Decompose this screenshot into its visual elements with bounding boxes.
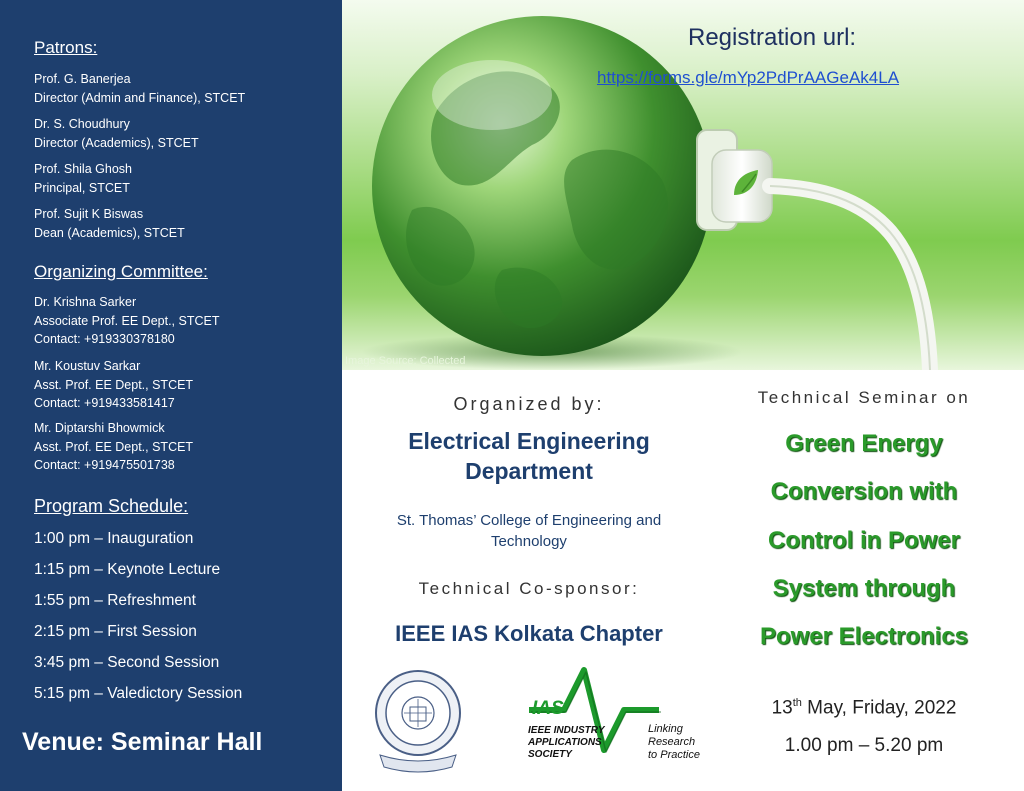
ias-acronym: IAS xyxy=(532,698,564,719)
member-contact: Contact: +919330378180 xyxy=(34,332,175,346)
department-name xyxy=(354,426,704,486)
patron-name: Prof. G. Banerjea xyxy=(34,72,131,86)
image-source-caption: Image Source: Collected xyxy=(345,355,466,367)
patron-role: Dean (Academics), STCET xyxy=(34,225,185,240)
member-name: Dr. Krishna Sarker xyxy=(34,295,137,309)
stcet-college-seal-icon xyxy=(372,667,464,775)
seminar-title-line: Green Energy xyxy=(785,430,943,457)
schedule-item: 5:15 pm – Valedictory Session xyxy=(34,685,243,702)
ias-tagline: Research xyxy=(648,736,696,748)
patron-3 xyxy=(34,160,132,197)
registration-title: Registration url: xyxy=(688,24,857,51)
date-day: 13 xyxy=(771,697,793,719)
member-role: Asst. Prof. EE Dept., STCET xyxy=(34,439,194,454)
earth-plug-illustration xyxy=(342,0,1024,370)
schedule-item: 1:55 pm – Refreshment xyxy=(34,592,196,609)
patron-name: Dr. S. Choudhury xyxy=(34,117,130,131)
committee-member-2 xyxy=(34,357,193,413)
patron-role: Principal, STCET xyxy=(34,180,130,195)
venue-text: Venue: Seminar Hall xyxy=(22,728,263,756)
hero-image-green-earth-plug xyxy=(342,0,1024,370)
patron-name: Prof. Sujit K Biswas xyxy=(34,207,144,221)
patron-1 xyxy=(34,70,245,107)
patron-role: Director (Admin and Finance), STCET xyxy=(34,90,246,105)
committee-member-1 xyxy=(34,293,219,349)
college-line: St. Thomas’ College of Engineering and xyxy=(396,512,662,529)
schedule-item: 2:15 pm – First Session xyxy=(34,623,197,640)
ias-society-line: APPLICATIONS xyxy=(528,737,602,748)
college-name xyxy=(354,510,704,552)
seminar-time: 1.00 pm – 5.20 pm xyxy=(784,735,944,756)
registration-link[interactable]: https://forms.gle/mYp2PdPrAAGeAk4LA xyxy=(597,68,900,87)
member-name: Mr. Koustuv Sarkar xyxy=(34,359,141,373)
member-contact: Contact: +919433581417 xyxy=(34,396,175,410)
seminar-title-line: Power Electronics xyxy=(759,623,969,650)
schedule-item: 3:45 pm – Second Session xyxy=(34,654,220,671)
seminar-date xyxy=(714,697,1014,719)
seminar-title-line: Conversion with xyxy=(770,478,958,505)
committee-heading: Organizing Committee: xyxy=(34,262,208,281)
member-role: Associate Prof. EE Dept., STCET xyxy=(34,313,220,328)
committee-member-3 xyxy=(34,419,193,475)
cosponsor-label: Technical Co-sponsor: xyxy=(418,579,640,598)
patron-name: Prof. Shila Ghosh xyxy=(34,162,132,176)
organized-by-label: Organized by: xyxy=(453,394,605,414)
cosponsor-name: IEEE IAS Kolkata Chapter xyxy=(395,621,663,646)
schedule-heading: Program Schedule: xyxy=(34,496,189,516)
patron-2 xyxy=(34,115,199,152)
left-info-panel xyxy=(0,0,342,791)
seminar-label: Technical Seminar on xyxy=(757,388,971,407)
date-rest: May, Friday, 2022 xyxy=(801,697,957,719)
seminar-title-line: Control in Power xyxy=(768,527,960,554)
ias-tagline: to Practice xyxy=(648,749,700,761)
patrons-heading: Patrons: xyxy=(34,38,98,57)
department-line: Department xyxy=(465,458,593,484)
department-line: Electrical Engineering xyxy=(408,428,650,454)
ias-tagline: Linking xyxy=(648,723,683,735)
college-line: Technology xyxy=(491,533,567,550)
seminar-title-line: System through xyxy=(772,575,956,602)
schedule-item: 1:15 pm – Keynote Lecture xyxy=(34,561,221,578)
member-name: Mr. Diptarshi Bhowmick xyxy=(34,421,165,435)
member-role: Asst. Prof. EE Dept., STCET xyxy=(34,377,194,392)
ieee-ias-logo-icon xyxy=(524,662,704,772)
ias-society-line: SOCIETY xyxy=(528,749,572,760)
schedule-item: 1:00 pm – Inauguration xyxy=(34,530,194,547)
date-suffix: th xyxy=(792,697,802,709)
ias-society-line: IEEE INDUSTRY xyxy=(528,725,605,736)
member-contact: Contact: +919475501738 xyxy=(34,458,175,472)
patron-role: Director (Academics), STCET xyxy=(34,135,199,150)
patron-4 xyxy=(34,205,185,242)
